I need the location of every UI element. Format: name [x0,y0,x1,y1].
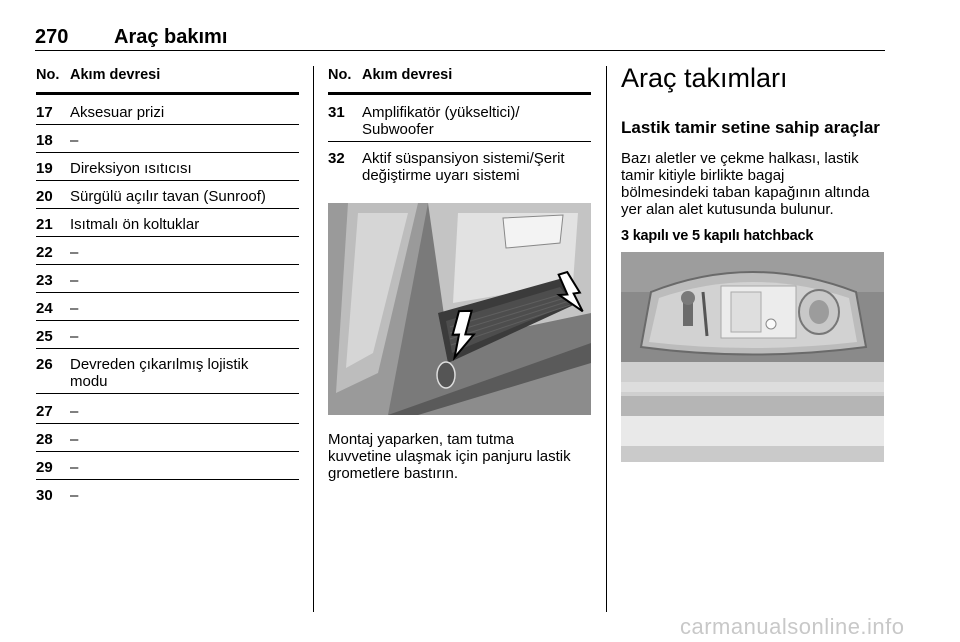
row-number: 29 [36,459,53,476]
chapter-title: Araç bakımı [114,26,228,48]
row-number: 24 [36,300,53,317]
table-header-rule [328,92,591,95]
row-text: – [70,300,79,317]
figure-label: 3 kapılı ve 5 kapılı hatchback [621,228,814,244]
row-divider [36,208,299,209]
row-text: Aksesuar prizi [70,104,165,121]
row-text: Devreden çıkarılmış lojistik [70,356,249,373]
row-text: – [70,431,79,448]
row-text: – [70,487,79,504]
row-text: – [70,132,79,149]
column-divider-left [313,66,314,612]
row-divider [36,451,299,452]
table-header-rule [36,92,299,95]
trunk-cover-illustration [328,203,591,415]
row-number: 25 [36,328,53,345]
row-number: 22 [36,244,53,261]
row-number: 23 [36,272,53,289]
row-number: 17 [36,104,53,121]
caption-line: kuvvetine ulaşmak için panjuru lastik [328,448,571,465]
subsection-title: Lastik tamir setine sahip araçlar [621,118,880,137]
fuse-table-middle [328,67,591,197]
row-text: – [70,403,79,420]
caption-line: grometlere bastırın. [328,465,459,482]
row-text: – [70,244,79,261]
row-divider [36,264,299,265]
row-text: Aktif süspansiyon sistemi/Şerit [362,150,565,167]
paragraph-line: bölmesindeki taban kapağının altında [621,184,870,201]
row-text: – [70,459,79,476]
header-rule [35,50,885,51]
paragraph-line: yer alan alet kutusunda bulunur. [621,201,834,218]
row-divider [36,348,299,349]
row-divider [36,152,299,153]
row-number: 26 [36,356,53,373]
row-text: Sürgülü açılır tavan (Sunroof) [70,188,266,205]
row-number: 20 [36,188,53,205]
page-number: 270 [35,26,69,48]
paragraph-line: Bazı aletler ve çekme halkası, lastik [621,150,859,167]
row-number: 32 [328,150,345,167]
row-number: 30 [36,487,53,504]
row-text-continued: değiştirme uyarı sistemi [362,167,520,184]
section-title: Araç takımları [621,63,788,93]
row-number: 21 [36,216,53,233]
row-divider [36,124,299,125]
row-text: – [70,272,79,289]
paragraph-line: tamir kitiyle birlikte bagaj [621,167,785,184]
row-divider [36,423,299,424]
tool-box-illustration [621,252,884,462]
row-text: Amplifikatör (yükseltici)/ [362,104,520,121]
row-text-continued: Subwoofer [362,121,434,138]
row-divider [36,479,299,480]
row-divider [36,236,299,237]
table-header-no: No. [328,67,352,83]
row-divider [36,320,299,321]
row-number: 28 [36,431,53,448]
caption-line: Montaj yaparken, tam tutma [328,431,514,448]
fuse-table-left [36,67,299,507]
table-header-circuit: Akım devresi [362,67,453,83]
row-text: Isıtmalı ön koltuklar [70,216,200,233]
row-divider [36,393,299,394]
figure-caption [328,431,571,482]
row-number: 19 [36,160,53,177]
body-paragraph [621,150,870,218]
row-number: 18 [36,132,53,149]
row-text: Direksiyon ısıtıcısı [70,160,192,177]
row-divider [328,141,591,142]
table-header-circuit: Akım devresi [70,67,161,83]
row-number: 27 [36,403,53,420]
table-header-no: No. [36,67,60,83]
row-text: – [70,328,79,345]
row-divider [36,180,299,181]
page-header [35,26,885,52]
watermark: carmanualsonline.info [680,614,905,639]
row-divider [36,292,299,293]
row-number: 31 [328,104,345,121]
column-divider-right [606,66,607,612]
row-text-continued: modu [70,373,108,390]
